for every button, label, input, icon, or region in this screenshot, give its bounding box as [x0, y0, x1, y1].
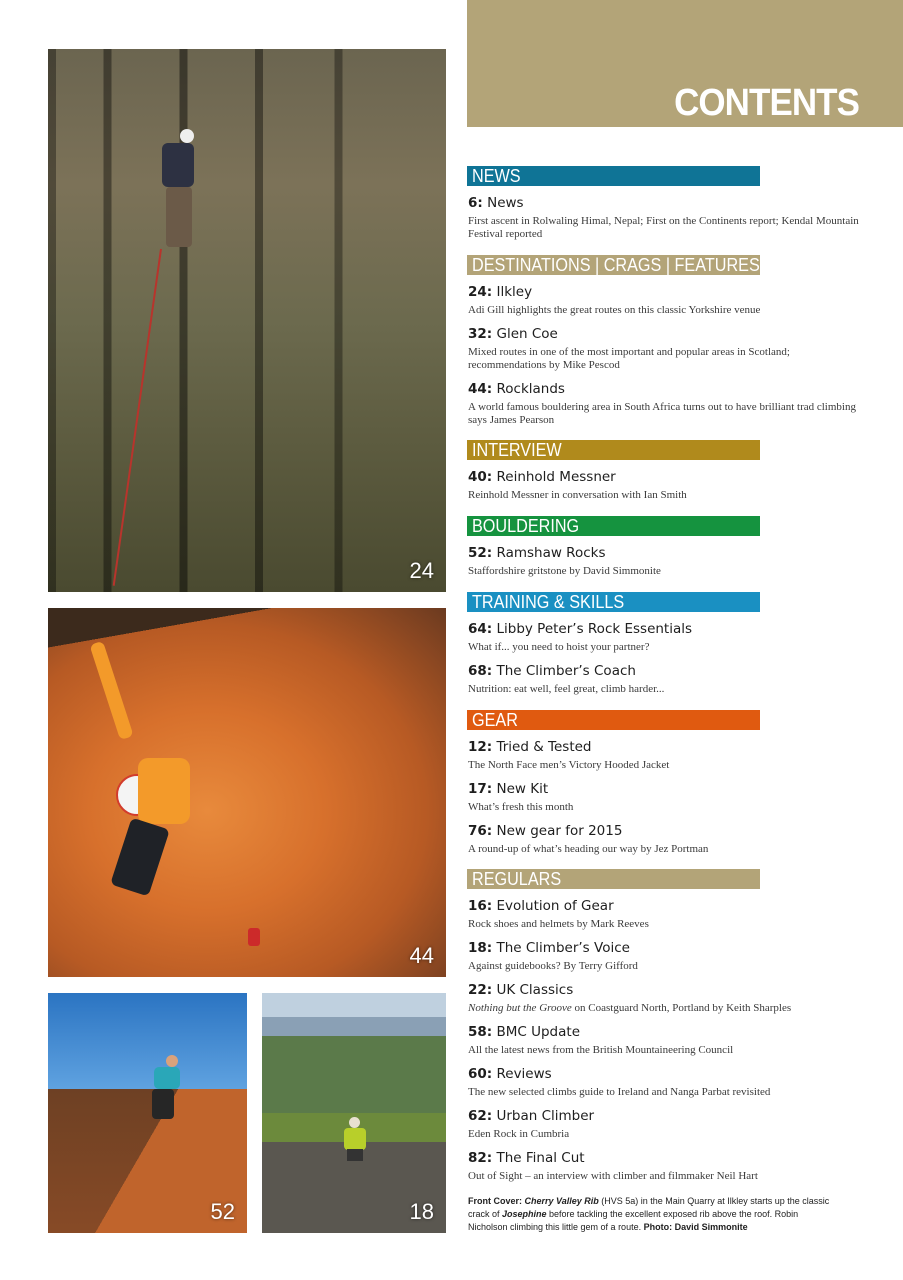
climber-figure	[110, 638, 220, 898]
climber-figure	[140, 1055, 190, 1125]
photo-page-number: 44	[409, 943, 434, 968]
toc-entry[interactable]: 64: Libby Peter’s Rock Essentials What if... you need to hoist your partner?	[468, 621, 693, 653]
toc-entry[interactable]: 6: News First ascent in Rolwaling Himal, Nepal; First on the Continents report; Kendal Mountain Festival reported	[468, 195, 859, 240]
photo-ilkley-climber	[48, 49, 446, 592]
section-header-regulars: REGULARS	[467, 869, 760, 889]
toc-entry[interactable]: 44: Rocklands A world famous bouldering area in South Africa turns out to have brilliant trad climbing says James Pearson	[468, 381, 856, 426]
toc-entry[interactable]: 58: BMC Update All the latest news from the British Mountaineering Council	[468, 1024, 734, 1056]
toc-entry[interactable]: 68: The Climber’s Coach Nutrition: eat well, feel great, climb harder...	[468, 663, 665, 695]
section-header-bouldering: BOULDERING	[467, 516, 760, 536]
section-header-destinations: DESTINATIONS | CRAGS | FEATURES	[467, 255, 760, 275]
toc-entry[interactable]: 17: New Kit What’s fresh this month	[468, 781, 574, 813]
section-header-interview: INTERVIEW	[467, 440, 760, 460]
section-header-training: TRAINING & SKILLS	[467, 592, 760, 612]
toc-entry[interactable]: 18: The Climber’s Voice Against guidebooks? By Terry Gifford	[468, 940, 638, 972]
toc-entry[interactable]: 16: Evolution of Gear Rock shoes and helmets by Mark Reeves	[468, 898, 649, 930]
toc-entry[interactable]: 32: Glen Coe Mixed routes in one of the most important and popular areas in Scotland; recommendations by Mike Pescod	[468, 326, 790, 371]
toc-entry[interactable]: 12: Tried & Tested The North Face men’s Victory Hooded Jacket	[468, 739, 670, 771]
contents-banner	[467, 0, 903, 127]
cover-credit: Front Cover: Cherry Valley Rib (HVS 5a) in the Main Quarry at Ilkley starts up the classic crack of Josephine before tackling the excellent exposed rib above the roof. Robin Nicholson climbing this little gem of a route. Photo: David Simmonite	[468, 1196, 830, 1232]
toc-entry[interactable]: 76: New gear for 2015 A round-up of what’s heading our way by Jez Portman	[468, 823, 709, 855]
toc-entry[interactable]: 40: Reinhold Messner Reinhold Messner in conversation with Ian Smith	[468, 469, 687, 501]
photo-rocklands-climber	[48, 608, 446, 977]
photo-mountain-hiker	[262, 993, 446, 1233]
page-title: CONTENTS	[674, 82, 859, 124]
photo-ramshaw-climber	[48, 993, 247, 1233]
toc-entry[interactable]: 24: Ilkley Adi Gill highlights the great routes on this classic Yorkshire venue	[468, 284, 761, 316]
photo-page-number: 24	[409, 558, 434, 583]
photo-page-number: 52	[210, 1199, 235, 1224]
climber-figure	[148, 129, 198, 259]
toc-entry[interactable]: 52: Ramshaw Rocks Staffordshire gritstone by David Simmonite	[468, 545, 661, 577]
toc-entry[interactable]: 22: UK Classics Nothing but the Groove on Coastguard North, Portland by Keith Sharples	[468, 982, 792, 1014]
photo-page-number: 18	[409, 1199, 434, 1224]
section-header-news: NEWS	[467, 166, 760, 186]
toc-entry[interactable]: 62: Urban Climber Eden Rock in Cumbria	[468, 1108, 595, 1140]
toc-entry[interactable]: 60: Reviews The new selected climbs guide to Ireland and Nanga Parbat revisited	[468, 1066, 771, 1098]
toc-entry[interactable]: 82: The Final Cut Out of Sight – an interview with climber and filmmaker Neil Hart	[468, 1150, 758, 1182]
section-header-gear: GEAR	[467, 710, 760, 730]
climber-figure	[340, 1117, 370, 1161]
